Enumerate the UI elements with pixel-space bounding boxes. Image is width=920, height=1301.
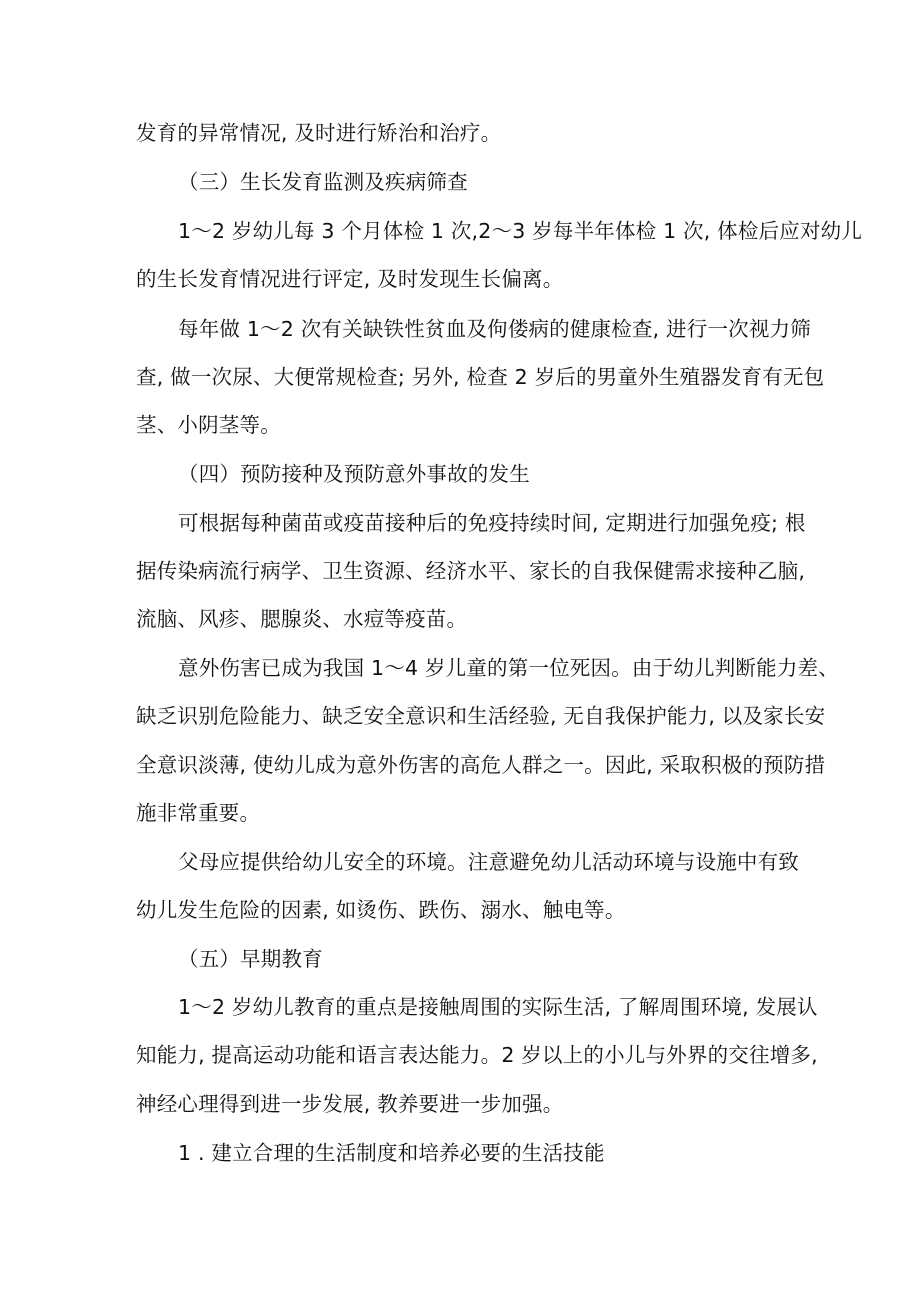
paragraph-line: 神经心理得到进一步发展, 教养要进一步加强。 [136,1092,564,1116]
paragraph-line: 全意识淡薄, 使幼儿成为意外伤害的高危人群之一。因此, 采取积极的预防措 [136,753,826,777]
section-heading-4: （四）预防接种及预防意外事故的发生 [178,462,530,486]
paragraph-line: 意外伤害已成为我国 1～4 岁儿童的第一位死因。由于幼儿判断能力差、 [178,656,839,680]
paragraph-line: 发育的异常情况, 及时进行矫治和治疗。 [136,121,502,145]
subsection-heading-1: 1 . 建立合理的生活制度和培养必要的生活技能 [178,1141,605,1165]
paragraph-line: 父母应提供给幼儿安全的环境。注意避免幼儿活动环境与设施中有致 [178,850,799,874]
paragraph-line: 1～2 岁幼儿教育的重点是接触周围的实际生活, 了解周围环境, 发展认 [178,995,818,1019]
paragraph-line: 的生长发育情况进行评定, 及时发现生长偏离。 [136,267,564,291]
paragraph-line: 查, 做一次尿、大便常规检查; 另外, 检查 2 岁后的男童外生殖器发育有无包 [136,365,825,389]
paragraph-line: 每年做 1～2 次有关缺铁性贫血及佝偻病的健康检查, 进行一次视力筛 [178,317,811,341]
paragraph-line: 缺乏识别危险能力、缺乏安全意识和生活经验, 无自我保护能力, 以及家长安 [136,704,826,728]
paragraph-line: 知能力, 提高运动功能和语言表达能力。2 岁以上的小儿与外界的交往增多, [136,1043,818,1067]
paragraph-line: 可根据每种菌苗或疫苗接种后的免疫持续时间, 定期进行加强免疫; 根 [178,511,806,535]
paragraph-line: 幼儿发生危险的因素, 如烫伤、跌伤、溺水、触电等。 [136,898,626,922]
paragraph-line: 流脑、风疹、腮腺炎、水痘等疫苗。 [136,607,468,631]
section-heading-3: （三）生长发育监测及疾病筛查 [178,170,468,194]
paragraph-line: 茎、小阴茎等。 [136,413,281,437]
paragraph-line: 施非常重要。 [136,801,261,825]
section-heading-5: （五）早期教育 [178,947,323,971]
paragraph-line: 据传染病流行病学、卫生资源、经济水平、家长的自我保健需求接种乙脑, [136,559,806,583]
paragraph-line: 1～2 岁幼儿每 3 个月体检 1 次,2～3 岁每半年体检 1 次, 体检后应对幼儿 [178,219,863,243]
